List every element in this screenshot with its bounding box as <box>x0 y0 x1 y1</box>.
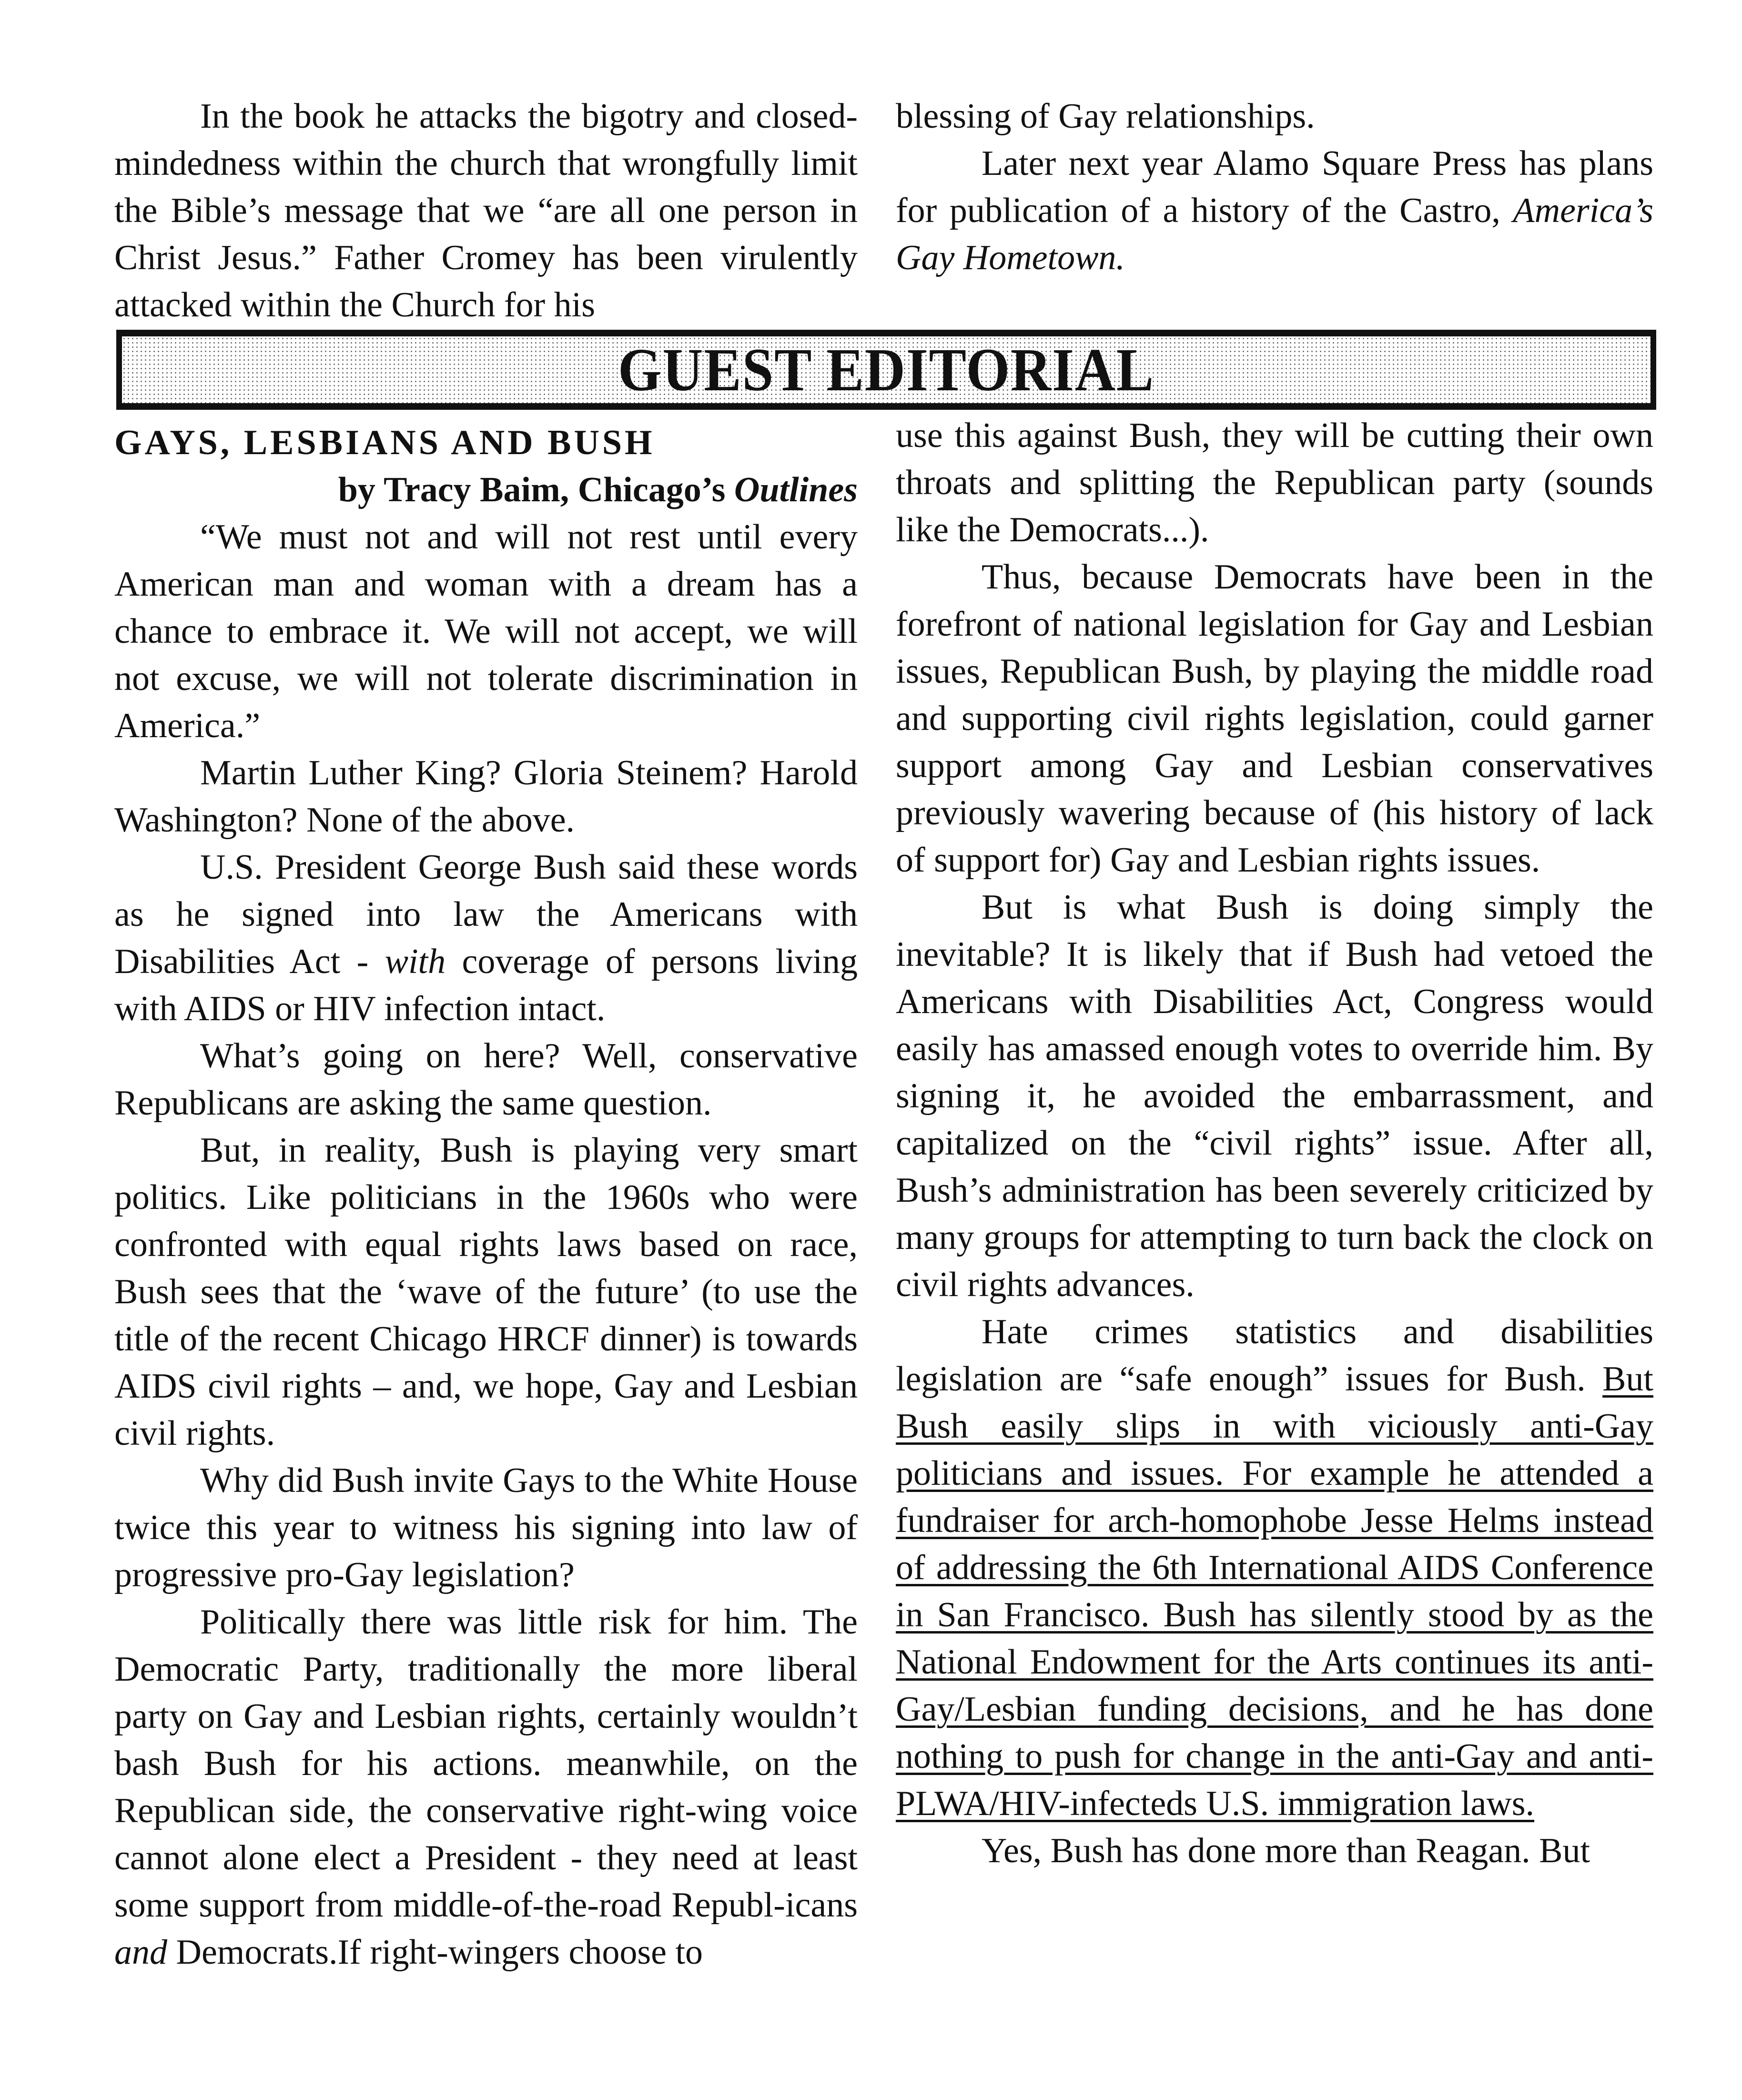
underlined-passage: But Bush easily slips in with viciously anti-Gay politicians and issues. For example he attended a fundraiser for arch-homophobe Jesse Helms instead of addressing the 6th International AIDS Conference in San Francisco. Bush has silently stood by as the National Endowment for the Arts continues its anti-Gay/Lesbian funding decisions, and he has done nothing to push for change in the anti-Gay and anti-PLWA/HIV-infecteds U.S. immigration laws. <box>896 1359 1653 1823</box>
section-title: GUEST EDITORIAL <box>618 336 1155 404</box>
section-banner <box>116 330 1656 410</box>
text: Hate crimes statistics and disabilities legislation are “safe enough” issues for Bush. <box>896 1312 1653 1399</box>
alamo-square-paragraph <box>896 140 1653 282</box>
text: U.S. President George Bush said these words as he signed into law the Americans with Disabilities Act - <box>114 848 858 981</box>
continued-paragraph: In the book he attacks the bigotry and closed-mindedness within the church that wrongfully limit the Bible’s message that we “are all one person in Christ Jesus.” Father Cromey has been virulently attacked within the Church for his <box>114 97 858 325</box>
paragraph <box>114 1599 858 1976</box>
paragraph <box>114 844 858 1033</box>
text: coverage of persons living with AIDS or HIV infection intact. <box>114 942 858 1028</box>
paragraph: Thus, because Democrats have been in the forefront of national legislation for Gay and Lesbian issues, Republican Bush, by playing the middle road and supporting civil rights legislation, could garner support among Gay and Lesbian conservatives previously wavering because of (his history of lack of support for) Gay and Lesbian rights issues. <box>896 558 1653 880</box>
paragraph <box>896 1309 1653 1827</box>
editorial-column-left <box>114 419 858 1976</box>
quote-paragraph: “We must not and will not rest until every American man and woman with a dream has a chance to embrace it. We will not accept, we will not excuse, we will not tolerate discrimination in America.” <box>114 517 858 745</box>
alamo-text: Later next year Alamo Square Press has plans for publication of a history of the Castro, <box>896 144 1653 230</box>
paragraph: Why did Bush invite Gays to the White House twice this year to witness his signing into law of progressive pro-Gay legislation? <box>114 1461 858 1594</box>
text: Democrats.If right-wingers choose to <box>176 1933 703 1972</box>
byline-author: by Tracy Baim, Chicago’s <box>338 470 726 509</box>
continued-article-left <box>114 93 858 329</box>
emphasis: and <box>114 1933 167 1972</box>
paragraph: use this against Bush, they will be cutting their own throats and splitting the Republican party (sounds like the Democrats...). <box>896 416 1653 549</box>
article-headline: GAYS, LESBIANS AND BUSH <box>114 423 655 462</box>
text: Politically there was little risk for him. The Democratic Party, traditionally the more liberal party on Gay and Lesbian rights, certainly wouldn’t bash Bush for his actions. meanwhile, on the Republican side, the conservative right-wing voice cannot alone elect a President - they need at least some support from middle-of-the-road Republ-icans <box>114 1603 858 1925</box>
paragraph: Martin Luther King? Gloria Steinem? Harold Washington? None of the above. <box>114 753 858 840</box>
byline-publication: Outlines <box>734 470 858 509</box>
continued-article-right <box>896 93 1653 282</box>
emphasis: with <box>385 942 446 981</box>
book-title: America’s Gay Hometown. <box>896 191 1654 277</box>
continued-paragraph-end: blessing of Gay relationships. <box>896 97 1315 136</box>
paragraph: Yes, Bush has done more than Reagan. But <box>982 1831 1590 1870</box>
paragraph: But, in reality, Bush is playing very smart politics. Like politicians in the 1960s who were confronted with equal rights laws based on race, Bush sees that the ‘wave of the future’ (to use the title of the recent Chicago HRCF dinner) is towards AIDS civil rights – and, we hope, Gay and Lesbian civil rights. <box>114 1131 858 1453</box>
editorial-column-right <box>896 412 1653 1875</box>
paragraph: What’s going on here? Well, conservative Republicans are asking the same question. <box>114 1036 858 1123</box>
paragraph: But is what Bush is doing simply the inevitable? It is likely that if Bush had vetoed the Americans with Disabilities Act, Congress would easily has amassed enough votes to override him. By signing it, he avoided the embarrassment, and capitalized on the “civil rights” issue. After all, Bush’s administration has been severely criticized by many groups for attempting to turn back the clock on civil rights advances. <box>896 888 1653 1304</box>
article-byline <box>114 467 858 514</box>
